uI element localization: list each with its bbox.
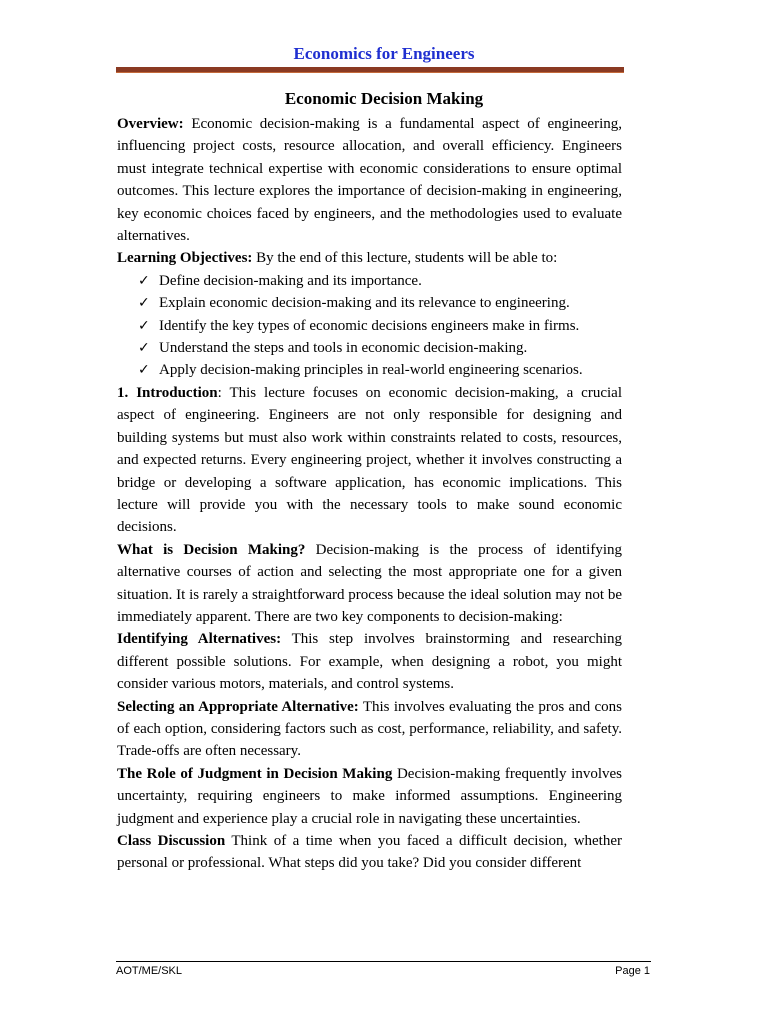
identifying-paragraph <box>117 628 622 695</box>
identifying-label: Identifying Alternatives: <box>117 631 282 648</box>
objective-text: Understand the steps and tools in economic decision-making. <box>159 340 528 357</box>
what-is-paragraph <box>117 539 622 629</box>
page-number: Page 1 <box>615 965 650 977</box>
what-is-label: What is Decision Making? <box>117 541 306 558</box>
discussion-text: Think of a time when you faced a difficult decision, whether personal or professional. What steps did you take? Did you consider different <box>117 833 622 872</box>
objective-text: Explain economic decision-making and its relevance to engineering. <box>159 295 570 312</box>
identifying-text: This step involves brainstorming and researching different possible solutions. For example, when designing a robot, you might consider various motors, materials, and control systems. <box>117 631 623 693</box>
discussion-paragraph <box>117 830 622 875</box>
checkmark-icon: ✓ <box>138 295 150 312</box>
checkmark-icon: ✓ <box>138 317 150 334</box>
what-is-text: Decision-making is the process of identifying alternative courses of action and selecting the most appropriate one for a given situation. It is rarely a straightforward process because the ideal solution may not be immediately apparent. There are two key components to decision-making: <box>117 541 622 625</box>
footer-divider <box>116 961 651 962</box>
checkmark-icon: ✓ <box>138 340 150 357</box>
objective-text: Apply decision-making principles in real-world engineering scenarios. <box>159 362 583 379</box>
header-divider <box>116 67 624 73</box>
selecting-label: Selecting an Appropriate Alternative: <box>117 698 359 715</box>
selecting-paragraph <box>117 696 622 763</box>
discussion-label: Class Discussion <box>117 833 226 849</box>
footer-course-code: AOT/ME/SKL <box>116 965 183 977</box>
list-item <box>138 337 622 359</box>
objective-text: Define decision-making and its importance. <box>159 272 422 289</box>
list-item <box>138 315 622 337</box>
introduction-paragraph <box>117 382 622 539</box>
objectives-list <box>117 270 622 382</box>
introduction-text: : This lecture focuses on economic decision-making, a crucial aspect of engineering. Engineers are not only responsible for designing and building systems but must also work within constraints related to costs, resources, and expected returns. Every engineering project, whether it involves constructing a bridge or developing a software application, has economic implications. This lecture will provide you with the necessary tools to make sound economic decisions. <box>117 384 622 536</box>
lecture-title: Economic Decision Making <box>284 89 484 108</box>
judgment-label: The Role of Judgment in Decision Making <box>117 765 393 782</box>
list-item <box>138 359 622 381</box>
judgment-paragraph <box>117 763 622 830</box>
lecture-body <box>117 113 622 875</box>
objective-text: Identify the key types of economic decisions engineers make in firms. <box>159 317 580 334</box>
introduction-label: 1. Introduction <box>117 384 218 401</box>
overview-paragraph <box>117 113 622 247</box>
list-item <box>138 270 622 292</box>
objectives-paragraph <box>117 247 622 269</box>
list-item <box>138 292 622 314</box>
overview-label: Overview: <box>117 116 184 132</box>
selecting-text: This involves evaluating the pros and cons of each option, considering factors such as cost, performance, reliability, and safety. Trade-offs are often necessary. <box>117 698 623 760</box>
judgment-text: Decision-making frequently involves uncertainty, requiring engineers to make informed assumptions. Engineering judgment and experience play a crucial role in navigating these uncertainties. <box>117 765 623 827</box>
overview-text: Economic decision-making is a fundamental aspect of engineering, influencing project costs, resource allocation, and overall efficiency. Engineers must integrate technical expertise with economic considerations to ensure optimal outcomes. This lecture explores the importance of decision-making in engineering, key economic choices faced by engineers, and the methodologies used to evaluate alternatives. <box>117 116 622 245</box>
objectives-label: Learning Objectives: <box>117 250 253 267</box>
checkmark-icon: ✓ <box>138 362 150 379</box>
checkmark-icon: ✓ <box>138 272 150 289</box>
objectives-intro: By the end of this lecture, students will be able to: <box>252 250 558 267</box>
running-header-title: Economics for Engineers <box>293 44 475 63</box>
